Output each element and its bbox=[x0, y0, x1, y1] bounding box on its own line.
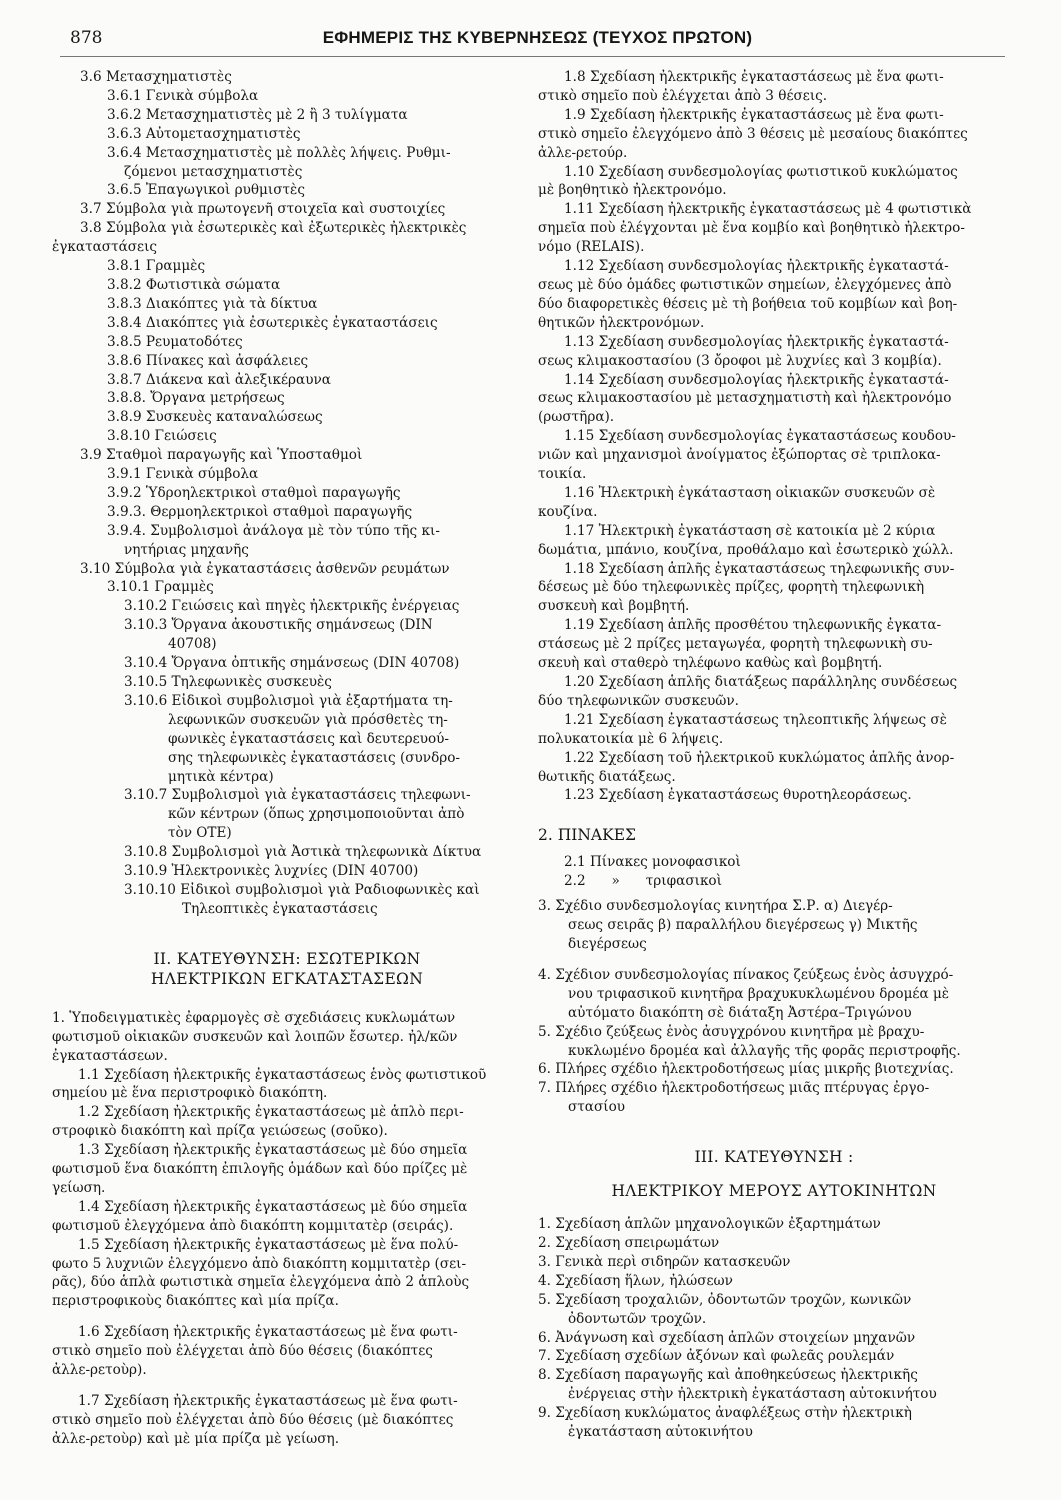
body-line: 1.15 Σχεδίαση συνδεσμολογίας ἐγκαταστάσεως κουδου- bbox=[564, 428, 956, 445]
list-line: 4. Σχεδίαση ἥλων, ἠλώσεων bbox=[538, 1272, 733, 1289]
body-line: ἀλλε-ρετοὺρ). bbox=[52, 1362, 147, 1379]
toc-line: 3.10.10 Εἰδικοὶ συμβολισμοὶ γιὰ Ραδιοφωνικὲς καὶ bbox=[124, 881, 480, 898]
toc-line: 3.8.9 Συσκευὲς καταναλώσεως bbox=[107, 409, 323, 426]
body-line: 1.6 Σχεδίαση ἠλεκτρικῆς ἐγκαταστάσεως μὲ ἕνα φωτι- bbox=[78, 1324, 458, 1341]
body-line: γείωση. bbox=[52, 1179, 106, 1196]
toc-line: 3.6.1 Γενικὰ σύμβολα bbox=[107, 87, 259, 104]
toc-line: Τηλεοπτικὲς ἐγκαταστάσεις bbox=[182, 900, 378, 917]
body-line: σημεῖα ποὺ ἐλέγχονται μὲ ἕνα κομβίο καὶ βοηθητικὸ ἠλεκτρο- bbox=[538, 220, 965, 237]
toc-line: λεφωνικῶν συσκευῶν γιὰ πρόσθετὲς τη- bbox=[168, 711, 448, 728]
header-rule bbox=[60, 56, 1005, 57]
list-line: ἐγκατάσταση αὐτοκινήτου bbox=[568, 1424, 753, 1441]
pinakes-item: 2.2 » τριφασικοὶ bbox=[564, 873, 722, 890]
body-line: 1. Ὑποδειγματικὲς ἐφαρμογὲς σὲ σχεδιάσεις κυκλωμάτων bbox=[52, 1009, 456, 1026]
toc-line: 40708) bbox=[168, 636, 217, 653]
body-line: ἀλλε-ρετούρ. bbox=[538, 144, 628, 161]
body-line: σημείου μὲ ἕνα περιστροφικὸ διακόπτη. bbox=[52, 1085, 328, 1102]
toc-line: κῶν κέντρων (ὅπως χρησιμοποιοῦνται ἀπὸ bbox=[168, 806, 465, 823]
toc-line: 3.8.4 Διακόπτες γιὰ ἐσωτερικὲς ἐγκαταστάσεις bbox=[107, 314, 438, 331]
toc-line: 3.6.3 Αὐτομετασχηματιστὲς bbox=[107, 125, 301, 142]
body-line: 1.3 Σχεδίαση ἠλεκτρικῆς ἐγκαταστάσεως μὲ δύο σημεῖα bbox=[78, 1142, 468, 1159]
body-line: φωτισμοῦ ἕνα διακόπτη ἐπιλογῆς ὁμάδων καὶ δύο πρίζες μὲ bbox=[52, 1161, 468, 1178]
list-line: ἐνέργειας στὴν ἠλεκτρικὴ ἐγκατάσταση αὐτοκινήτου bbox=[568, 1386, 937, 1403]
body-line: 1.10 Σχεδίαση συνδεσμολογίας φωτιστικοῦ κυκλώματος bbox=[564, 163, 958, 180]
body-line: φωτισμοῦ οἰκιακῶν συσκευῶν καὶ λοιπῶν ἔσωτερ. ἠλ/κῶν bbox=[52, 1028, 458, 1045]
pinakes-item: 2.1 Πίνακες μονοφασικοὶ bbox=[564, 854, 741, 871]
toc-line: 3.10.4 Ὄργανα ὀπτικῆς σημάνσεως (DIN 40708) bbox=[124, 655, 460, 672]
toc-line: 3.8.6 Πίνακες καὶ ἀσφάλειες bbox=[107, 352, 309, 369]
toc-line: 3.10.7 Συμβολισμοὶ γιὰ ἐγκαταστάσεις τηλεφωνι- bbox=[124, 787, 471, 804]
toc-line: 3.6.2 Μετασχηματιστὲς μὲ 2 ἢ 3 τυλίγματα bbox=[107, 106, 408, 123]
list-line: διεγέρσεως bbox=[568, 935, 647, 952]
body-line: ρᾶς), δύο ἁπλὰ φωτιστικὰ σημεῖα ἐλεγχόμενα ἀπὸ 2 ἁπλοὺς bbox=[52, 1274, 470, 1291]
list-line: 7. Σχεδίαση σχεδίων ἀξόνων καὶ φωλεᾶς ρουλεμάν bbox=[538, 1348, 895, 1365]
body-line: νιῶν καὶ μηχανισμοὶ ἀνοίγματος ἐξώπορτας σὲ τριπλοκα- bbox=[538, 447, 941, 464]
body-line: μὲ βοηθητικὸ ἠλεκτρονόμο. bbox=[538, 182, 727, 199]
body-line: 1.8 Σχεδίαση ἠλεκτρικῆς ἐγκαταστάσεως μὲ ἕνα φωτι- bbox=[564, 69, 944, 85]
toc-line: 3.8 Σύμβολα γιὰ ἐσωτερικὲς καὶ ἐξωτερικὲς ἠλεκτρικὲς bbox=[80, 220, 467, 237]
body-line: ἀλλε-ρετοὺρ) καὶ μὲ μία πρίζα μὲ γείωση. bbox=[52, 1430, 340, 1447]
body-line: σεως κλιμακοστασίου (3 ὄροφοι μὲ λυχνίες καὶ 3 κομβία). bbox=[538, 352, 942, 369]
body-line: 1.5 Σχεδίαση ἠλεκτρικῆς ἐγκαταστάσεως μὲ ἕνα πολύ- bbox=[78, 1236, 459, 1253]
body-line: στάσεως μὲ 2 πρίζες μεταγωγέα, φορητὴ τηλεφωνικὴ συ- bbox=[538, 636, 933, 653]
list-line: 5. Σχεδίαση τροχαλιῶν, ὀδοντωτῶν τροχῶν, κωνικῶν bbox=[538, 1291, 912, 1308]
pinakes-heading: 2. ΠΙΝΑΚΕΣ bbox=[538, 826, 636, 845]
toc-line: 3.10.3 Ὄργανα ἀκουστικῆς σημάνσεως (DIN bbox=[124, 617, 433, 634]
body-line: δέσεως μὲ δύο τηλεφωνικὲς πρίζες, φορητὴ τηλεφωνικὴ bbox=[538, 579, 925, 596]
list-line: αὐτόματο διακόπτη σὲ διάταξη Ἀστέρα–Τριγώνου bbox=[568, 1004, 912, 1021]
list-line: 5. Σχέδιο ζεύξεως ἑνὸς ἀσυγχρόνου κινητῆρα μὲ βραχυ- bbox=[538, 1023, 925, 1040]
page-number: 878 bbox=[70, 28, 103, 48]
toc-line: 3.8.3 Διακόπτες γιὰ τὰ δίκτυα bbox=[107, 295, 318, 312]
toc-line: 3.6.5 Ἐπαγωγικοὶ ρυθμιστὲς bbox=[107, 182, 305, 199]
body-line: 1.22 Σχεδίαση τοῦ ἠλεκτρικοῦ κυκλώματος ἁπλῆς ἀνορ- bbox=[564, 749, 955, 766]
body-line: σκευὴ καὶ σταθερὸ τηλέφωνο καθὼς καὶ βομβητή. bbox=[538, 655, 883, 672]
body-line: θωτικῆς διατάξεως. bbox=[538, 768, 676, 785]
body-line: 1.11 Σχεδίαση ἠλεκτρικῆς ἐγκαταστάσεως μὲ 4 φωτιστικὰ bbox=[564, 201, 972, 218]
body-line: 1.7 Σχεδίαση ἠλεκτρικῆς ἐγκαταστάσεως μὲ ἕνα φωτι- bbox=[78, 1393, 458, 1409]
toc-line: 3.10.1 Γραμμὲς bbox=[107, 579, 214, 596]
body-line: στικὸ σημεῖο ἐλεγχόμενο ἀπὸ 3 θέσεις μὲ μεσαίους διακόπτες bbox=[538, 125, 968, 142]
body-line: 1.13 Σχεδίαση συνδεσμολογίας ἠλεκτρικῆς ἐγκαταστά- bbox=[564, 333, 949, 350]
toc-line: ζόμενοι μετασχηματιστὲς bbox=[124, 163, 303, 180]
list-line: 1. Σχεδίαση ἁπλῶν μηχανολογικῶν ἐξαρτημάτων bbox=[538, 1216, 881, 1233]
body-line: 1.16 Ἠλεκτρικὴ ἐγκάτασταση οἰκιακῶν συσκευῶν σὲ bbox=[564, 484, 936, 501]
toc-line: 3.6.4 Μετασχηματιστὲς μὲ πολλὲς λήψεις. Ρυθμι- bbox=[107, 144, 451, 161]
section-2-heading-line: ΗΛΕΚΤΡΙΚΩΝ ΕΓΚΑΤΑΣΤΑΣΕΩΝ bbox=[150, 969, 424, 988]
toc-line: φωνικὲς ἐγκαταστάσεις καὶ δευτερευού- bbox=[168, 730, 450, 747]
body-line: δύο τηλεφωνικῶν συσκευῶν. bbox=[538, 692, 739, 709]
list-line: 6. Ἀνάγνωση καὶ σχεδίαση ἁπλῶν στοιχείων μηχανῶν bbox=[538, 1329, 916, 1346]
toc-line: 3.10.2 Γειώσεις καὶ πηγὲς ἠλεκτρικῆς ἐνέργειας bbox=[124, 598, 460, 615]
body-line: 1.17 Ἠλεκτρικὴ ἐγκατάσταση σὲ κατοικία μὲ 2 κύρια bbox=[564, 522, 936, 539]
toc-line: 3.10 Σύμβολα γιὰ ἐγκαταστάσεις ἀσθενῶν ρευμάτων bbox=[80, 560, 450, 577]
toc-line: τὸν ΟΤΕ) bbox=[168, 825, 232, 842]
body-line: φωτο 5 λυχνιῶν ἐλεγχόμενο ἀπὸ διακόπτη κομμιτατὲρ (σει- bbox=[52, 1255, 467, 1272]
list-line: 6. Πλήρες σχέδιο ἠλεκτροδοτήσεως μίας μικρῆς βιοτεχνίας. bbox=[538, 1061, 954, 1078]
toc-line: 3.8.1 Γραμμὲς bbox=[107, 258, 206, 275]
list-line: στασίου bbox=[568, 1099, 626, 1116]
body-line: κουζίνα. bbox=[538, 503, 598, 520]
list-line: 2. Σχεδίαση σπειρωμάτων bbox=[538, 1235, 720, 1252]
section-3-heading-line: ΗΛΕΚΤΡΙΚΟΥ ΜΕΡΟΥΣ ΑΥΤΟΚΙΝΗΤΩΝ bbox=[611, 1182, 937, 1201]
body-line: περιστροφικοὺς διακόπτες καὶ μία πρίζα. bbox=[52, 1293, 339, 1310]
body-line: πολυκατοικία μὲ 6 λήψεις. bbox=[538, 730, 724, 747]
toc-line: 3.9 Σταθμοὶ παραγωγῆς καὶ Ὑποσταθμοὶ bbox=[80, 447, 363, 464]
toc-line: ἐγκαταστάσεις bbox=[52, 239, 158, 256]
toc-line: 3.10.5 Τηλεφωνικὲς συσκευὲς bbox=[124, 674, 332, 690]
list-line: 4. Σχέδιον συνδεσμολογίας πίνακος ζεύξεως ἑνὸς ἀσυγχρό- bbox=[538, 966, 954, 983]
body-line: σεως κλιμακοστασίου μὲ μετασχηματιστὴ καὶ ἠλεκτρονόμο bbox=[538, 390, 952, 407]
body-line: στροφικὸ διακόπτη καὶ πρίζα γειώσεως (σοῦκο). bbox=[52, 1123, 388, 1140]
body-line: δύο διαφορετικὲς θέσεις μὲ τὴ βοήθεια τοῦ κομβίων καὶ βοη- bbox=[538, 295, 958, 312]
body-line: στικὸ σημεῖο ποὺ ἐλέγχεται ἀπὸ δύο θέσεις (διακόπτες bbox=[52, 1343, 433, 1360]
toc-line: 3.6 Μετασχηματιστὲς bbox=[80, 69, 232, 85]
body-line: στικὸ σημεῖο ποὺ ἐλέγχεται ἀπὸ 3 θέσεις. bbox=[538, 87, 828, 104]
body-line: ἐγκαταστάσεων. bbox=[52, 1047, 168, 1064]
toc-line: μητικὰ κέντρα) bbox=[168, 768, 274, 785]
table-of-contents bbox=[52, 68, 522, 919]
body-line: δωμάτια, μπάνιο, κουζίνα, προθάλαμο καὶ ἐσωτερικὸ χώλλ. bbox=[538, 541, 954, 558]
body-line: 1.4 Σχεδίαση ἠλεκτρικῆς ἐγκαταστάσεως μὲ δύο σημεῖα bbox=[78, 1198, 468, 1215]
body-line: 1.19 Σχεδίαση ἁπλῆς προσθέτου τηλεφωνικῆς ἐγκατα- bbox=[564, 617, 942, 634]
drawings-list bbox=[538, 897, 1010, 1117]
body-line: σεως μὲ δύο ὁμάδες φωτιστικῶν σημείων, ἐλεγχόμενες ἀπὸ bbox=[538, 276, 952, 293]
list-line: νου τριφασικοῦ κινητῆρα βραχυκυκλωμένου δρομέα μὲ bbox=[568, 985, 950, 1002]
page-header bbox=[70, 22, 1005, 54]
toc-line: 3.8.7 Διάκενα καὶ ἀλεξικέραυνα bbox=[107, 371, 331, 388]
right-column bbox=[538, 68, 1010, 1442]
body-line: θητικῶν ἠλεκτρονόμων. bbox=[538, 314, 705, 331]
list-line: 9. Σχεδίαση κυκλώματος ἀναφλέξεως στὴν ἠλεκτρικὴ bbox=[538, 1405, 912, 1422]
section-3-heading-line: ΙΙΙ. ΚΑΤΕΥΘΥΝΣΗ : bbox=[694, 1148, 854, 1167]
body-line: νόμο (RELAIS). bbox=[538, 239, 645, 256]
toc-line: 3.9.1 Γενικὰ σύμβολα bbox=[107, 466, 259, 483]
toc-line: σης τηλεφωνικὲς ἐγκαταστάσεις (συνδρο- bbox=[168, 749, 461, 766]
body-line: 1.18 Σχεδίαση ἁπλῆς ἐγκαταστάσεως τηλεφωνικῆς συν- bbox=[564, 560, 955, 577]
toc-line: 3.10.9 Ἠλεκτρονικὲς λυχνίες (DIN 40700) bbox=[124, 863, 419, 880]
body-line: στικὸ σημεῖο ποὺ ἐλέγχεται ἀπὸ δύο θέσεις (μὲ διακόπτες bbox=[52, 1411, 454, 1428]
body-line: 1.2 Σχεδίαση ἠλεκτρικῆς ἐγκαταστάσεως μὲ ἁπλὸ περι- bbox=[78, 1104, 464, 1121]
gazette-title: ΕΦΗΜΕΡΙΣ ΤΗΣ ΚΥΒΕΡΝΗΣΕΩΣ (ΤΕΥΧΟΣ ΠΡΩΤΟΝ) bbox=[322, 28, 753, 47]
toc-line: 3.10.6 Εἰδικοὶ συμβολισμοὶ γιὰ ἐξαρτήματα τη- bbox=[124, 692, 453, 709]
section-2-items-continued bbox=[538, 68, 1010, 805]
toc-line: 3.8.2 Φωτιστικὰ σώματα bbox=[107, 276, 281, 293]
body-line: 1.9 Σχεδίαση ἠλεκτρικῆς ἐγκαταστάσεως μὲ ἕνα φωτι- bbox=[564, 106, 944, 123]
section-2-heading-line: ΙΙ. ΚΑΤΕΥΘΥΝΣΗ: ΕΣΩΤΕΡΙΚΩΝ bbox=[153, 949, 421, 968]
body-line: 1.23 Σχεδίαση ἐγκαταστάσεως θυροτηλεοράσεως. bbox=[564, 787, 912, 804]
list-line: κυκλωμένο δρομέα καὶ ἀλλαγῆς τῆς φορᾶς περιστροφῆς. bbox=[568, 1042, 961, 1059]
list-line: 8. Σχεδίαση παραγωγῆς καὶ ἀποθηκεύσεως ἠλεκτρικῆς bbox=[538, 1367, 918, 1384]
list-line: ὀδοντωτῶν τροχῶν. bbox=[568, 1310, 707, 1327]
body-line: (ρωστῆρα). bbox=[538, 409, 615, 426]
body-line: συσκευὴ καὶ βομβητή. bbox=[538, 598, 690, 615]
body-line: 1.14 Σχεδίαση συνδεσμολογίας ἠλεκτρικῆς ἐγκαταστά- bbox=[564, 371, 949, 388]
toc-line: 3.10.8 Συμβολισμοὶ γιὰ Ἀστικὰ τηλεφωνικὰ Δίκτυα bbox=[124, 844, 482, 861]
body-line: 1.12 Σχεδίαση συνδεσμολογίας ἠλεκτρικῆς ἐγκαταστά- bbox=[564, 258, 949, 275]
list-line: 7. Πλήρες σχέδιο ἠλεκτροδοτήσεως μιᾶς πτέρυγας ἐργο- bbox=[538, 1080, 930, 1097]
body-line: φωτισμοῦ ἐλεγχόμενα ἀπὸ διακόπτη κομμιτατὲρ (σειράς). bbox=[52, 1217, 454, 1234]
body-line: 1.21 Σχεδίαση ἐγκαταστάσεως τηλεοπτικῆς λήψεως σὲ bbox=[564, 711, 947, 728]
list-line: 3. Γενικὰ περὶ σιδηρῶν κατασκευῶν bbox=[538, 1253, 791, 1270]
section-3-list bbox=[538, 1215, 1010, 1442]
toc-line: 3.9.2 Ὑδροηλεκτρικοὶ σταθμοὶ παραγωγῆς bbox=[107, 484, 401, 501]
toc-line: 3.9.3. Θερμοηλεκτρικοὶ σταθμοὶ παραγωγῆς bbox=[107, 503, 413, 520]
toc-line: 3.9.4. Συμβολισμοὶ ἀνάλογα μὲ τὸν τύπο τῆς κι- bbox=[107, 522, 440, 539]
toc-line: νητήριας μηχανῆς bbox=[124, 541, 249, 558]
section-2-body bbox=[52, 1009, 522, 1449]
toc-line: 3.8.5 Ρευματοδότες bbox=[107, 333, 243, 350]
list-line: σεως σειρᾶς β) παραλλήλου διεγέρσεως γ) Μικτῆς bbox=[568, 917, 918, 934]
body-line: 1.1 Σχεδίαση ἠλεκτρικῆς ἐγκαταστάσεως ἑνὸς φωτιστικοῦ bbox=[78, 1066, 487, 1083]
toc-line: 3.8.10 Γειώσεις bbox=[107, 428, 217, 445]
toc-line: 3.7 Σύμβολα γιὰ πρωτογενῆ στοιχεῖα καὶ συστοιχίες bbox=[80, 201, 446, 218]
body-line: 1.20 Σχεδίαση ἁπλῆς διατάξεως παράλληλης συνδέσεως bbox=[564, 674, 958, 690]
left-column bbox=[52, 68, 522, 1449]
body-line: τοικία. bbox=[538, 466, 587, 483]
toc-line: 3.8.8. Ὄργανα μετρήσεως bbox=[107, 390, 285, 407]
list-line: 3. Σχέδιο συνδεσμολογίας κινητήρα Σ.Ρ. α) Διεγέρ- bbox=[538, 898, 893, 915]
